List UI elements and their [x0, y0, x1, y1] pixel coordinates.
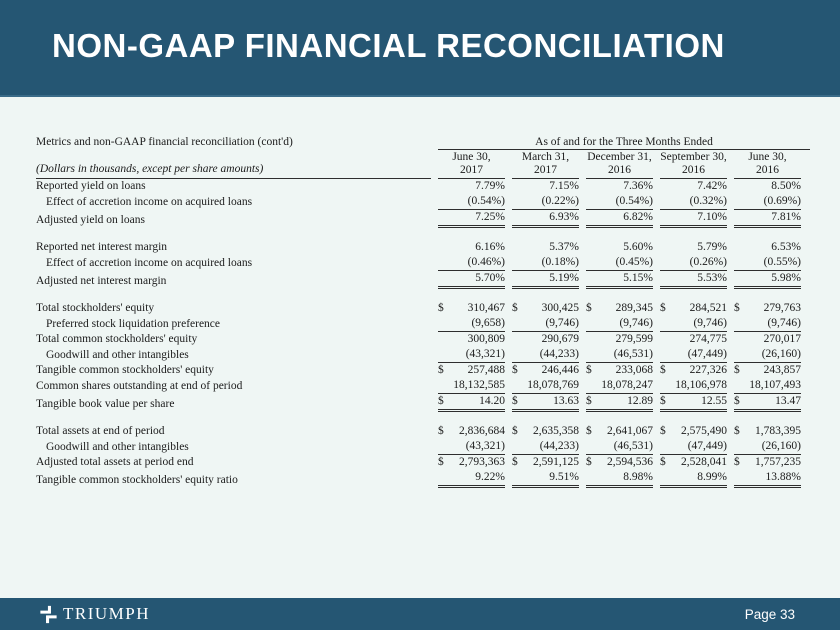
table-body [36, 179, 810, 488]
cell-value [512, 347, 579, 363]
row-label: Total stockholders' equity [36, 302, 155, 314]
cell-value [438, 240, 505, 255]
cell-value [438, 255, 505, 271]
row-label: Reported net interest margin [36, 241, 168, 253]
cell-value [438, 179, 505, 194]
page-title: NON-GAAP FINANCIAL RECONCILIATION [52, 27, 725, 64]
value-text: 5.37% [549, 241, 579, 253]
dollar-sign: $ [586, 364, 592, 376]
value-text: (43,321) [465, 440, 505, 452]
cell-value [586, 439, 653, 455]
value-text: (26,160) [761, 348, 801, 360]
cell-value [586, 394, 653, 412]
value-text: (44,233) [539, 440, 579, 452]
cell-value [734, 394, 801, 412]
dollar-sign: $ [734, 395, 740, 407]
table-row [36, 179, 810, 194]
value-text: 1,783,395 [755, 425, 801, 437]
cell-value [586, 179, 653, 194]
value-text: 246,446 [541, 364, 579, 376]
value-text: 284,521 [689, 302, 727, 314]
value-text: 5.19% [549, 272, 579, 284]
dollar-sign: $ [438, 364, 444, 376]
dollar-sign: $ [660, 456, 666, 468]
row-label: Adjusted yield on loans [36, 214, 145, 226]
dollar-sign: $ [660, 425, 666, 437]
dollar-sign: $ [586, 395, 592, 407]
cell-value [438, 316, 505, 332]
cell-value [512, 301, 579, 316]
cell-value [438, 470, 505, 488]
dollar-sign: $ [734, 364, 740, 376]
table-row [36, 271, 810, 289]
value-text: (0.45%) [615, 256, 653, 268]
cell-value [512, 394, 579, 412]
value-text: 290,679 [541, 333, 579, 345]
cell-value [734, 210, 801, 228]
value-text: 8.50% [771, 180, 801, 192]
value-text: (47,449) [687, 440, 727, 452]
value-text: 18,078,247 [601, 379, 653, 391]
cell-value [438, 271, 505, 289]
value-text: 6.53% [771, 241, 801, 253]
cell-value [512, 271, 579, 289]
value-text: 2,641,067 [607, 425, 653, 437]
row-label: Common shares outstanding at end of period [36, 380, 243, 392]
table-row [36, 316, 810, 332]
cell-value [734, 316, 801, 332]
cell-value [438, 363, 505, 378]
row-label: Tangible book value per share [36, 398, 175, 410]
value-text: 310,467 [467, 302, 505, 314]
value-text: 7.79% [475, 180, 505, 192]
cell-value [586, 470, 653, 488]
table-row [36, 210, 810, 228]
value-text: 227,326 [689, 364, 727, 376]
value-text: 14.20 [479, 395, 505, 407]
cell-value [660, 194, 727, 210]
table-row [36, 439, 810, 455]
value-text: 300,809 [467, 333, 505, 345]
period-header: As of and for the Three Months Ended [438, 135, 810, 150]
row-label: Preferred stock liquidation preference [46, 318, 221, 330]
value-text: (44,233) [539, 348, 579, 360]
column-header: June 30, 2017 [438, 151, 505, 179]
cell-value [660, 316, 727, 332]
table-header-row-2 [36, 151, 810, 179]
cell-value [734, 363, 801, 378]
value-text: 18,132,585 [453, 379, 505, 391]
cell-value [512, 194, 579, 210]
value-text: 2,594,536 [607, 456, 653, 468]
cell-value [734, 455, 801, 470]
cell-value [512, 378, 579, 394]
cell-value [734, 439, 801, 455]
value-text: (0.22%) [541, 195, 579, 207]
cell-value [586, 255, 653, 271]
cell-value [586, 271, 653, 289]
value-text: 5.53% [697, 272, 727, 284]
cell-value [660, 240, 727, 255]
cell-value [512, 455, 579, 470]
cell-value [734, 470, 801, 488]
row-label: Goodwill and other intangibles [46, 441, 189, 453]
cell-value [586, 210, 653, 228]
value-text: (9,746) [693, 317, 727, 329]
cell-value [660, 332, 727, 347]
value-text: (9,746) [545, 317, 579, 329]
value-text: 5.15% [623, 272, 653, 284]
table-row [36, 363, 810, 378]
cell-value [586, 316, 653, 332]
value-text: 13.88% [765, 471, 801, 483]
value-text: (0.26%) [689, 256, 727, 268]
cell-value [660, 424, 727, 439]
value-text: (0.32%) [689, 195, 727, 207]
cell-value [438, 194, 505, 210]
cell-value [660, 394, 727, 412]
cell-value [512, 439, 579, 455]
cell-value [660, 439, 727, 455]
value-text: (9,746) [619, 317, 653, 329]
table-row [36, 194, 810, 210]
value-text: 2,793,363 [459, 456, 505, 468]
dollar-sign: $ [512, 395, 518, 407]
page-number: Page 33 [744, 606, 795, 622]
cell-value [660, 378, 727, 394]
value-text: 2,528,041 [681, 456, 727, 468]
value-text: (0.69%) [763, 195, 801, 207]
value-text: (0.55%) [763, 256, 801, 268]
column-header: September 30, 2016 [660, 151, 727, 179]
row-spacer [36, 289, 810, 301]
value-text: (47,449) [687, 348, 727, 360]
row-spacer [36, 412, 810, 424]
cell-value [438, 455, 505, 470]
cell-value [586, 240, 653, 255]
value-text: 7.81% [771, 211, 801, 223]
cell-value [512, 210, 579, 228]
cell-value [734, 301, 801, 316]
value-text: 18,078,769 [527, 379, 579, 391]
value-text: 274,775 [689, 333, 727, 345]
cell-value [586, 301, 653, 316]
cell-value [512, 179, 579, 194]
value-text: 1,757,235 [755, 456, 801, 468]
value-text: 270,017 [763, 333, 801, 345]
value-text: 7.10% [697, 211, 727, 223]
cell-value [512, 332, 579, 347]
dollar-sign: $ [512, 364, 518, 376]
value-text: 8.99% [697, 471, 727, 483]
table-row [36, 394, 810, 412]
cell-value [660, 363, 727, 378]
value-text: 5.79% [697, 241, 727, 253]
dollar-sign: $ [512, 425, 518, 437]
row-label: Effect of accretion income on acquired loans [46, 257, 253, 269]
table-row [36, 240, 810, 255]
value-text: 2,591,125 [533, 456, 579, 468]
value-text: 12.55 [701, 395, 727, 407]
dollar-sign: $ [438, 456, 444, 468]
dollar-sign: $ [586, 425, 592, 437]
cell-value [512, 424, 579, 439]
cell-value [734, 240, 801, 255]
value-text: 257,488 [467, 364, 505, 376]
table-header-row-1 [36, 135, 810, 150]
value-text: (9,746) [767, 317, 801, 329]
title-bar [0, 0, 840, 97]
dollar-sign: $ [660, 364, 666, 376]
cell-value [438, 332, 505, 347]
value-text: 13.47 [775, 395, 801, 407]
cell-value [586, 424, 653, 439]
row-label: Total common stockholders' equity [36, 333, 198, 345]
row-label: Adjusted total assets at period end [36, 456, 194, 468]
cell-value [438, 394, 505, 412]
column-header: December 31, 2016 [586, 151, 653, 179]
value-text: 233,068 [615, 364, 653, 376]
value-text: (0.46%) [467, 256, 505, 268]
table-row [36, 455, 810, 470]
value-text: (43,321) [465, 348, 505, 360]
value-text: 18,106,978 [675, 379, 727, 391]
table-row [36, 301, 810, 316]
value-text: 18,107,493 [749, 379, 801, 391]
row-spacer [36, 228, 810, 240]
brand-name: TRIUMPH [63, 604, 151, 623]
cell-value [660, 255, 727, 271]
dollar-sign: $ [438, 395, 444, 407]
dollar-sign: $ [734, 425, 740, 437]
value-text: 6.16% [475, 241, 505, 253]
cell-value [438, 378, 505, 394]
value-text: 5.98% [771, 272, 801, 284]
cell-value [660, 271, 727, 289]
column-header: March 31, 2017 [512, 151, 579, 179]
column-header: June 30, 2016 [734, 151, 801, 179]
cell-value [512, 316, 579, 332]
value-text: 289,345 [615, 302, 653, 314]
row-label: Tangible common stockholders' equity ratio [36, 474, 238, 486]
value-text: 8.98% [623, 471, 653, 483]
cell-value [734, 347, 801, 363]
dollar-sign: $ [438, 302, 444, 314]
dollar-sign: $ [586, 302, 592, 314]
triumph-cross-icon [38, 604, 59, 625]
value-text: 300,425 [541, 302, 579, 314]
cell-value [512, 470, 579, 488]
value-text: 7.42% [697, 180, 727, 192]
row-label: Tangible common stockholders' equity [36, 364, 214, 376]
value-text: 7.36% [623, 180, 653, 192]
dollar-sign: $ [660, 395, 666, 407]
value-text: 2,575,490 [681, 425, 727, 437]
cell-value [734, 255, 801, 271]
value-text: (9,658) [471, 317, 505, 329]
cell-value [586, 455, 653, 470]
cell-value [734, 194, 801, 210]
cell-value [660, 210, 727, 228]
cell-value [734, 332, 801, 347]
dollar-sign: $ [512, 456, 518, 468]
value-text: 6.82% [623, 211, 653, 223]
row-label: Goodwill and other intangibles [46, 349, 189, 361]
table-intro-label: Metrics and non-GAAP financial reconciliation (cont'd) [36, 136, 293, 148]
dollar-sign: $ [438, 425, 444, 437]
table-row [36, 255, 810, 271]
footer-bar [0, 598, 840, 630]
value-text: 9.51% [549, 471, 579, 483]
row-label: Adjusted net interest margin [36, 275, 167, 287]
value-text: 7.15% [549, 180, 579, 192]
cell-value [438, 301, 505, 316]
value-text: (46,531) [613, 348, 653, 360]
cell-value [734, 378, 801, 394]
table-row [36, 470, 810, 488]
value-text: 13.63 [553, 395, 579, 407]
value-text: 6.93% [549, 211, 579, 223]
cell-value [586, 363, 653, 378]
value-text: 2,635,358 [533, 425, 579, 437]
cell-value [734, 179, 801, 194]
table-row [36, 332, 810, 347]
value-text: (0.18%) [541, 256, 579, 268]
value-text: 5.70% [475, 272, 505, 284]
dollar-sign: $ [586, 456, 592, 468]
dollar-sign: $ [660, 302, 666, 314]
table-row [36, 424, 810, 439]
value-text: 279,599 [615, 333, 653, 345]
value-text: 7.25% [475, 211, 505, 223]
cell-value [734, 271, 801, 289]
dollar-sign: $ [734, 456, 740, 468]
cell-value [586, 332, 653, 347]
cell-value [438, 210, 505, 228]
dollar-sign: $ [512, 302, 518, 314]
value-text: 279,763 [763, 302, 801, 314]
value-text: (26,160) [761, 440, 801, 452]
cell-value [512, 240, 579, 255]
cell-value [734, 424, 801, 439]
value-text: (46,531) [613, 440, 653, 452]
value-text: 5.60% [623, 241, 653, 253]
cell-value [586, 378, 653, 394]
cell-value [586, 347, 653, 363]
cell-value [438, 424, 505, 439]
row-label: Reported yield on loans [36, 180, 146, 192]
cell-value [512, 255, 579, 271]
value-text: 9.22% [475, 471, 505, 483]
units-note: (Dollars in thousands, except per share amounts) [36, 162, 431, 179]
dollar-sign: $ [734, 302, 740, 314]
row-label: Effect of accretion income on acquired loans [46, 196, 253, 208]
cell-value [586, 194, 653, 210]
value-text: 243,857 [763, 364, 801, 376]
value-text: 2,836,684 [459, 425, 505, 437]
cell-value [660, 301, 727, 316]
row-label: Total assets at end of period [36, 425, 165, 437]
cell-value [660, 470, 727, 488]
reconciliation-table [0, 97, 840, 488]
value-text: (0.54%) [467, 195, 505, 207]
cell-value [660, 179, 727, 194]
cell-value [438, 439, 505, 455]
cell-value [660, 455, 727, 470]
table-row [36, 347, 810, 363]
table-row [36, 378, 810, 394]
value-text: (0.54%) [615, 195, 653, 207]
cell-value [512, 363, 579, 378]
cell-value [438, 347, 505, 363]
brand-logo-group [38, 604, 150, 625]
value-text: 12.89 [627, 395, 653, 407]
cell-value [660, 347, 727, 363]
